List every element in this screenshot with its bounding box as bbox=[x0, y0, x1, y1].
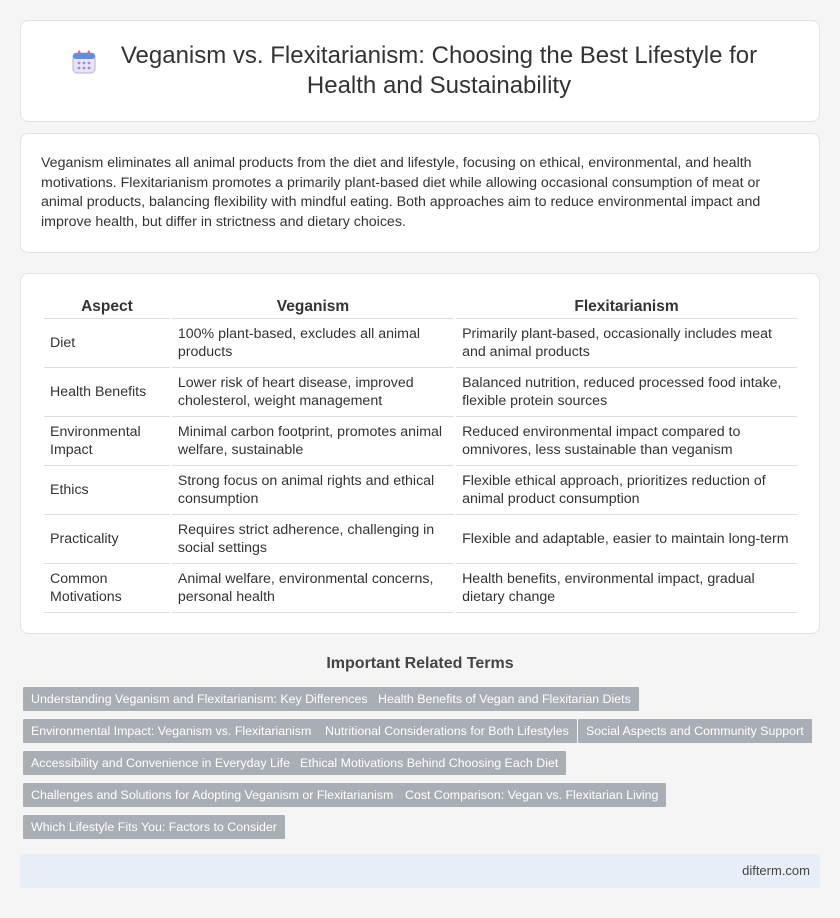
row-flexitarianism: Primarily plant-based, occasionally includes meat and animal products bbox=[456, 319, 797, 368]
row-veganism: Strong focus on animal rights and ethical consumption bbox=[172, 466, 454, 515]
row-aspect: Diet bbox=[44, 319, 170, 368]
row-veganism: Requires strict adherence, challenging in social settings bbox=[172, 515, 454, 564]
footer-site-link[interactable]: difterm.com bbox=[742, 863, 810, 878]
related-term-tag[interactable]: Health Benefits of Vegan and Flexitarian Diets bbox=[370, 687, 639, 711]
related-term-tag[interactable]: Accessibility and Convenience in Everyday Life bbox=[23, 751, 298, 775]
related-term-tag[interactable]: Which Lifestyle Fits You: Factors to Consider bbox=[23, 815, 285, 839]
related-term-tag[interactable]: Social Aspects and Community Support bbox=[578, 719, 812, 743]
related-term-tag[interactable]: Challenges and Solutions for Adopting Veganism or Flexitarianism bbox=[23, 783, 401, 807]
related-term-tag[interactable]: Nutritional Considerations for Both Lifestyles bbox=[317, 719, 577, 743]
title-card bbox=[20, 20, 820, 122]
related-term-tag[interactable]: Cost Comparison: Vegan vs. Flexitarian Living bbox=[397, 783, 666, 807]
table-row bbox=[44, 319, 797, 368]
row-veganism: Animal welfare, environmental concerns, personal health bbox=[172, 564, 454, 613]
calendar-icon bbox=[71, 49, 97, 75]
table-row bbox=[44, 515, 797, 564]
row-aspect: Health Benefits bbox=[44, 368, 170, 417]
intro-paragraph: Veganism eliminates all animal products from the diet and lifestyle, focusing on ethical, environmental, and health motivations. Flexitarianism promotes a primarily plant-based diet while allowing occasional consumption of meat or animal products, balancing flexibility with mindful eating. Both approaches aim to reduce environmental impact and improve health, but differ in strictness and dietary choices. bbox=[41, 155, 761, 230]
related-term-tag[interactable]: Understanding Veganism and Flexitarianism: Key Differences bbox=[23, 687, 376, 711]
row-aspect: Common Motivations bbox=[44, 564, 170, 613]
intro-card bbox=[20, 133, 820, 253]
table-header-row bbox=[44, 294, 797, 319]
table-row bbox=[44, 564, 797, 613]
related-terms-title: Important Related Terms bbox=[326, 655, 514, 672]
row-veganism: Lower risk of heart disease, improved cholesterol, weight management bbox=[172, 368, 454, 417]
row-flexitarianism: Flexible and adaptable, easier to maintain long-term bbox=[456, 515, 797, 564]
row-flexitarianism: Health benefits, environmental impact, gradual dietary change bbox=[456, 564, 797, 613]
related-term-tag[interactable]: Environmental Impact: Veganism vs. Flexitarianism bbox=[23, 719, 319, 743]
related-term-tag[interactable]: Ethical Motivations Behind Choosing Each Diet bbox=[292, 751, 566, 775]
header-flexitarianism: Flexitarianism bbox=[456, 294, 797, 319]
row-aspect: Environmental Impact bbox=[44, 417, 170, 466]
row-flexitarianism: Reduced environmental impact compared to omnivores, less sustainable than veganism bbox=[456, 417, 797, 466]
row-aspect: Ethics bbox=[44, 466, 170, 515]
header-aspect: Aspect bbox=[44, 294, 170, 319]
row-flexitarianism: Flexible ethical approach, prioritizes reduction of animal product consumption bbox=[456, 466, 797, 515]
table-row bbox=[44, 368, 797, 417]
table-row bbox=[44, 417, 797, 466]
page-title: Veganism vs. Flexitarianism: Choosing the Best Lifestyle for Health and Sustainability bbox=[120, 42, 758, 99]
row-aspect: Practicality bbox=[44, 515, 170, 564]
comparison-table-card bbox=[20, 273, 820, 634]
footer bbox=[20, 854, 820, 888]
row-flexitarianism: Balanced nutrition, reduced processed food intake, flexible protein sources bbox=[456, 368, 797, 417]
row-veganism: Minimal carbon footprint, promotes animal welfare, sustainable bbox=[172, 417, 454, 466]
comparison-table bbox=[42, 294, 799, 613]
header-veganism: Veganism bbox=[172, 294, 454, 319]
table-row bbox=[44, 466, 797, 515]
row-veganism: 100% plant-based, excludes all animal products bbox=[172, 319, 454, 368]
